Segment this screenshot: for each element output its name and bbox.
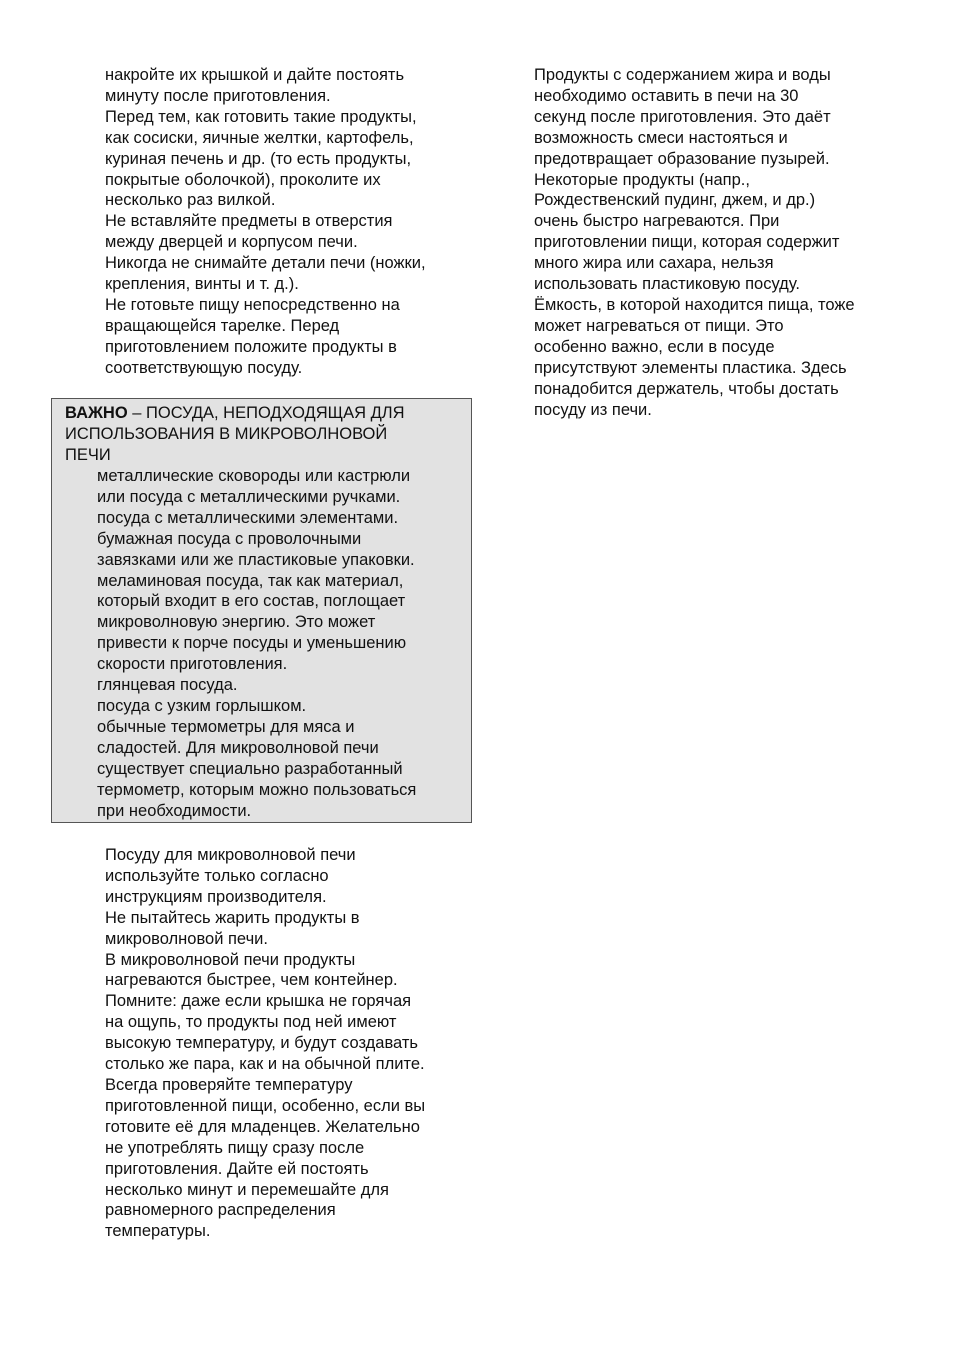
text-line: нагреваются быстрее, чем контейнер.: [105, 971, 398, 990]
list-item: сладостей. Для микроволновой печи: [97, 738, 379, 757]
text-line: использовать пластиковую посуду.: [534, 275, 800, 294]
text-line: несколько минут и перемешайте для: [105, 1180, 389, 1199]
heading-line: [65, 403, 405, 424]
text-line: понадобится держатель, чтобы достать: [534, 379, 839, 398]
text-line: как сосиски, яичные желтки, картофель,: [105, 128, 414, 147]
right-column-text: [534, 65, 855, 420]
text-line: Посуду для микроволновой печи: [105, 846, 356, 864]
text-line: Некоторые продукты (напр.,: [534, 170, 750, 189]
text-line: Ёмкость, в которой находится пища, тоже: [534, 295, 855, 314]
text-line: несколько раз вилкой.: [105, 191, 276, 210]
text-line: присутствуют элементы пластика. Здесь: [534, 358, 847, 377]
text-line: крепления, винты и т. д.).: [105, 275, 299, 294]
text-line: Не готовьте пищу непосредственно на: [105, 295, 400, 314]
text-line: посуду из печи.: [534, 400, 652, 419]
list-item: металлические сковороды или кастрюли: [97, 467, 411, 485]
text-line: Помните: даже если крышка не горячая: [105, 992, 412, 1011]
list-item: посуда с металлическими элементами.: [97, 508, 399, 527]
list-item: обычные термометры для мяса и: [97, 717, 355, 736]
text-line: покрытые оболочкой), проколите их: [105, 170, 381, 189]
text-line: соответствующую посуду.: [105, 358, 303, 377]
text-line: не употреблять пищу сразу после: [105, 1138, 365, 1157]
list-item: завязками или же пластиковые упаковки.: [97, 550, 415, 569]
text-line: равномерного распределения: [105, 1201, 336, 1220]
heading-text: – ПОСУДА, НЕПОДХОДЯЩАЯ ДЛЯ: [127, 404, 405, 422]
text-line: Не вставляйте предметы в отверстия: [105, 212, 393, 231]
text-line: Всегда проверяйте температуру: [105, 1075, 353, 1094]
unsuitable-cookware-list: [97, 466, 416, 821]
text-line: может нагреваться от пищи. Это: [534, 316, 784, 335]
text-line: минуту после приготовления.: [105, 86, 331, 105]
list-item: который входит в его состав, поглощает: [97, 592, 406, 611]
text-line: приготовления. Дайте ей постоять: [105, 1159, 369, 1178]
left-column-bottom-text: [105, 845, 425, 1242]
text-line: готовите её для младенцев. Желательно: [105, 1117, 420, 1136]
text-line: много жира или сахара, нельзя: [534, 254, 774, 273]
heading-line: ИСПОЛЬЗОВАНИЯ В МИКРОВОЛНОВОЙ: [65, 424, 388, 443]
list-item: при необходимости.: [97, 801, 252, 820]
text-line: секунд после приготовления. Это даёт: [534, 107, 831, 126]
important-heading: [65, 403, 405, 466]
text-line: приготовлении пищи, которая содержит: [534, 233, 840, 252]
text-line: особенно важно, если в посуде: [534, 337, 775, 356]
left-column-top-text: [105, 65, 426, 379]
text-line: куриная печень и др. (то есть продукты,: [105, 149, 412, 168]
list-item: бумажная посуда с проволочными: [97, 529, 362, 548]
text-line: необходимо оставить в печи на 30: [534, 86, 799, 105]
list-item: скорости приготовления.: [97, 655, 288, 674]
text-line: используйте только согласно: [105, 866, 329, 885]
important-notice-box: [51, 398, 472, 823]
text-line: на ощупь, то продукты под ней имеют: [105, 1013, 397, 1032]
list-item: меламиновая посуда, так как материал,: [97, 571, 404, 590]
text-line: столько же пара, как и на обычной плите.: [105, 1055, 425, 1074]
list-item: привести к порче посуды и уменьшению: [97, 634, 407, 653]
list-item: глянцевая посуда.: [97, 676, 238, 695]
text-line: Рождественский пудинг, джем, и др.): [534, 191, 816, 210]
text-line: накройте их крышкой и дайте постоять: [105, 66, 405, 84]
text-line: микроволновой печи.: [105, 929, 268, 948]
text-line: приготовленной пищи, особенно, если вы: [105, 1096, 426, 1115]
text-line: Никогда не снимайте детали печи (ножки,: [105, 254, 426, 273]
text-line: приготовлением положите продукты в: [105, 337, 397, 356]
text-line: очень быстро нагреваются. При: [534, 212, 780, 231]
important-label: ВАЖНО: [65, 404, 128, 422]
text-line: Перед тем, как готовить такие продукты,: [105, 107, 417, 126]
list-item: микроволновую энергию. Это может: [97, 613, 376, 632]
text-line: предотвращает образование пузырей.: [534, 149, 830, 168]
list-item: или посуда с металлическими ручками.: [97, 487, 401, 506]
list-item: термометр, которым можно пользоваться: [97, 780, 417, 799]
text-line: температуры.: [105, 1222, 211, 1241]
text-line: Продукты с содержанием жира и воды: [534, 66, 831, 84]
text-line: высокую температуру, и будут создавать: [105, 1034, 419, 1053]
list-item: посуда с узким горлышком.: [97, 696, 307, 715]
text-line: между дверцей и корпусом печи.: [105, 233, 358, 252]
text-line: возможность смеси настояться и: [534, 128, 788, 147]
heading-line: ПЕЧИ: [65, 445, 111, 464]
list-item: существует специально разработанный: [97, 759, 403, 778]
text-line: вращающейся тарелке. Перед: [105, 316, 340, 335]
text-line: инструкциям производителя.: [105, 887, 327, 906]
text-line: Не пытайтесь жарить продукты в: [105, 908, 360, 927]
text-line: В микроволновой печи продукты: [105, 950, 356, 969]
